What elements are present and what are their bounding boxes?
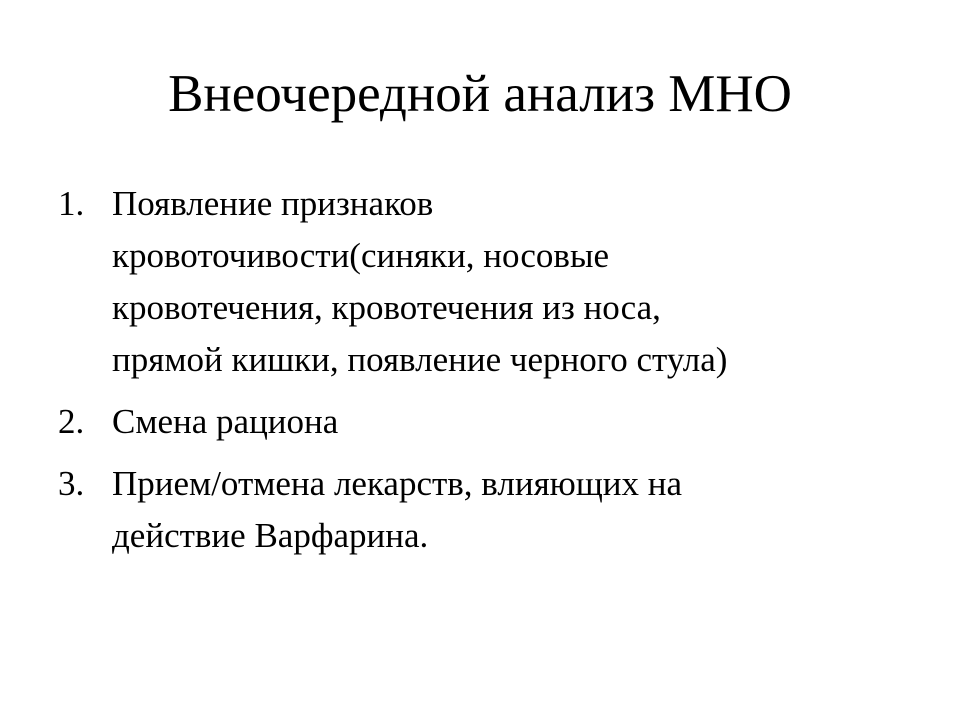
list-item: [58, 458, 918, 562]
list-item-text: Смена рациона: [112, 402, 339, 441]
list-item-text: Появление признаков кровоточивости(синяки, носовые кровотечения, кровотечения из носа, прямой кишки, появление черного стула): [112, 184, 728, 379]
slide-title: Внеочередной анализ МНО: [168, 65, 792, 123]
list-item-number: 2.: [58, 402, 85, 441]
list-item-number: 1.: [58, 184, 85, 223]
list-item: [58, 396, 918, 448]
numbered-list: [58, 178, 918, 572]
list-item: [58, 178, 918, 386]
list-item-number: 3.: [58, 464, 85, 503]
list-item-text: Прием/отмена лекарств, влияющих на действие Варфарина.: [112, 464, 683, 555]
